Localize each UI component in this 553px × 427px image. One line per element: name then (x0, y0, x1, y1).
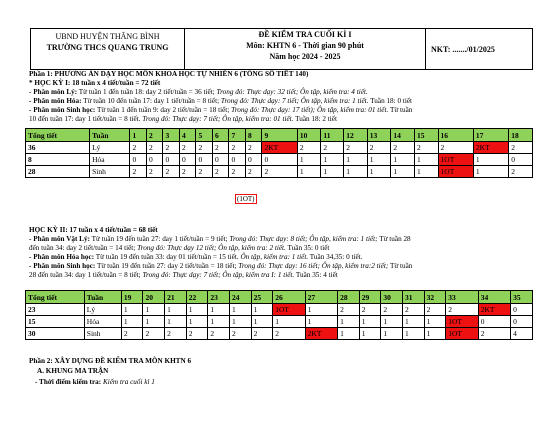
table-cell: 2 (208, 328, 230, 340)
table-cell: 0 (245, 154, 262, 166)
header-cell: 31 (403, 291, 425, 304)
header-cell: 1 (130, 129, 147, 142)
table-cell: 1 (297, 154, 321, 166)
table-cell: 0 (229, 154, 246, 166)
hk1-schedule-table (25, 128, 533, 178)
table-cell: 1 (165, 304, 187, 316)
table-cell: 1 (473, 166, 508, 178)
header-cell: 15 (414, 129, 438, 142)
header-cell: 17 (473, 129, 508, 142)
district-name: UBND HUYỆN THĂNG BÌNH (55, 32, 160, 41)
table-cell: 2KT (478, 304, 510, 316)
table-cell: 2 (229, 328, 251, 340)
header-cell: 24 (229, 291, 251, 304)
table-cell: 1 (359, 328, 381, 340)
table-cell: 4 (511, 328, 533, 340)
header-cell: 4 (179, 129, 196, 142)
table-cell: 2 (229, 142, 246, 154)
table-cell: 1 (359, 316, 381, 328)
table-cell: 2KT (305, 328, 337, 340)
table-cell: 1 (414, 154, 438, 166)
table-cell: 2 (196, 142, 213, 154)
table-cell: 2 (297, 142, 321, 154)
school-block (31, 29, 185, 69)
table-cell: 2 (509, 142, 533, 154)
table-header-row (26, 129, 533, 142)
table-cell: 2 (251, 328, 273, 340)
table-cell: 1 (186, 316, 208, 328)
ly2-line-2: đến tuần 34: day 2 tiết/tuần = 14 tiết; Trong đó: Thực dạy 12 tiết; Ôn tập, kiểm tra: 2 tiết. Tuần 35: 0 tiết (29, 244, 330, 252)
table-cell: 1 (403, 328, 425, 340)
table-row (26, 142, 533, 154)
table-cell: 2 (321, 142, 344, 154)
table-cell: 2 (143, 328, 165, 340)
table-cell: 1 (414, 166, 438, 178)
part2-title: Phần 2: XÂY DỰNG ĐỀ KIỂM TRA MÔN KHTN 6 (29, 357, 192, 365)
table-cell: 1 (229, 316, 251, 328)
table-cell: 1 (344, 154, 368, 166)
table-cell: 1 (381, 328, 403, 340)
header-cell: 25 (251, 291, 273, 304)
table-cell: 1 (473, 154, 508, 166)
table-cell: 1OT (438, 166, 473, 178)
header-cell: 16 (438, 129, 473, 142)
table-cell: 1 (121, 304, 143, 316)
header-cell: Tổng tiết (26, 129, 90, 142)
table-cell: 2 (179, 166, 196, 178)
header-cell: 10 (297, 129, 321, 142)
part1-title: Phần 1: PHƯƠNG ÁN DẠY HỌC MÔN KHOA HỌC TỰ NHIÊN 6 (TỔNG SỐ TIẾT 140) (29, 70, 309, 78)
header-cell: 20 (143, 291, 165, 304)
document-header (30, 28, 533, 70)
header-cell: 3 (163, 129, 180, 142)
table-cell: 0 (509, 154, 533, 166)
header-cell: 30 (381, 291, 403, 304)
table-cell: 2 (438, 142, 473, 154)
table-header-row (26, 291, 533, 304)
header-cell: 18 (509, 129, 533, 142)
header-cell: 7 (229, 129, 246, 142)
table-cell: 1 (391, 154, 415, 166)
header-cell: 14 (391, 129, 415, 142)
hoa-line: - Phân môn Hóa: Từ tuần 10 đến tuần 17: day 1 tiết/tuần = 8 tiết; Trong đó: Thực dạy: 7 tiết; Ôn tập, kiểm tra: 1 tiết. Tuần 18: 0 tiết (29, 97, 413, 105)
header-cell: 34 (478, 291, 510, 304)
table-cell: 1 (208, 304, 230, 316)
header-cell: 19 (121, 291, 143, 304)
table-cell: 1OT (273, 304, 305, 316)
table-cell: Hóa (90, 154, 130, 166)
table-row (26, 166, 533, 178)
table-cell: 1 (273, 316, 305, 328)
table-cell: 2 (391, 142, 415, 154)
table-cell: 0 (511, 316, 533, 328)
table-cell: 1OT (446, 316, 478, 328)
table-cell: 2 (359, 304, 381, 316)
table-cell: 1 (208, 316, 230, 328)
exam-year: Năm học 2024 - 2025 (269, 52, 341, 61)
table-cell: 1 (143, 304, 165, 316)
table-cell: 1 (143, 316, 165, 328)
hk2-heading: HỌC KỲ II: 17 tuần x 4 tiết/tuần = 68 tiết (29, 226, 158, 234)
table-cell: 2 (273, 328, 305, 340)
table-row (26, 304, 533, 316)
table-cell: Lý (90, 142, 130, 154)
header-cell: 8 (245, 129, 262, 142)
table-cell: 2 (414, 142, 438, 154)
ly-line: - Phân môn Lý: Từ tuần 1 đến tuần 18: day 2 tiết/tuần = 36 tiết; Trong đó: Thực dạy: 32 tiết; Ôn tập, kiểm tra: 4 tiết. (29, 88, 368, 96)
table-cell: 2 (196, 166, 213, 178)
table-cell: 28 (26, 166, 90, 178)
table-cell: 2 (245, 142, 262, 154)
header-cell: 21 (165, 291, 187, 304)
table-cell: 2 (229, 166, 246, 178)
header-cell: 22 (186, 291, 208, 304)
table-cell: 1 (297, 166, 321, 178)
table-cell: 0 (130, 154, 147, 166)
header-cell: 33 (446, 291, 478, 304)
header-cell: 27 (305, 291, 337, 304)
header-cell: 32 (424, 291, 446, 304)
exam-date-block (426, 29, 532, 69)
table-cell: 2 (446, 304, 478, 316)
exam-subject: Môn: KHTN 6 - Thời gian 90 phút (246, 41, 364, 50)
table-cell: 1 (403, 316, 425, 328)
table-cell: 1 (338, 328, 360, 340)
table-cell: 15 (26, 316, 85, 328)
header-cell: 5 (196, 129, 213, 142)
sinh2-line-2: 28 đến tuần 34: day 1 tiết/tuần = 8 tiết; Trong đó: Thực dạy: 7 tiết; Ôn tập, kiểm tra I: 1 tiết. Tuần 35: 4 tiết (29, 271, 338, 279)
table-cell: 1 (424, 328, 446, 340)
table-cell: 0 (179, 154, 196, 166)
header-cell: 6 (212, 129, 229, 142)
exam-date: NKT: ......./01/2025 (431, 44, 495, 54)
table-cell: 1 (391, 166, 415, 178)
exam-title: ĐỀ KIỂM TRA CUỐI KÌ I (258, 30, 352, 39)
header-cell: Tuần (90, 129, 130, 142)
table-cell: 1 (381, 316, 403, 328)
header-cell: 35 (511, 291, 533, 304)
table-cell: 2 (146, 166, 163, 178)
table-cell: 1 (121, 316, 143, 328)
table-cell: 30 (26, 328, 85, 340)
header-cell: 26 (273, 291, 305, 304)
exam-title-block (185, 29, 426, 69)
table-cell: 0 (262, 154, 297, 166)
table-cell: 36 (26, 142, 90, 154)
header-cell: 23 (208, 291, 230, 304)
header-cell: 9 (262, 129, 297, 142)
header-cell: 11 (321, 129, 344, 142)
table-cell: 1 (424, 316, 446, 328)
table-cell: 2 (186, 328, 208, 340)
table-cell: Hóa (84, 316, 121, 328)
header-cell: 28 (338, 291, 360, 304)
table-cell: 1 (344, 166, 368, 178)
hk1-heading: * HỌC KỲ I: 18 tuần x 4 tiết/tuần = 72 tiết (29, 79, 161, 87)
table-cell: 2 (212, 142, 229, 154)
table-cell: 2 (212, 166, 229, 178)
part2-subtitle: A. KHUNG MA TRẬN (37, 367, 109, 375)
table-cell: 2 (163, 166, 180, 178)
header-cell: Tổng tiết (26, 291, 85, 304)
table-cell: 1 (338, 316, 360, 328)
table-cell: 0 (196, 154, 213, 166)
table-cell: Lý (84, 304, 121, 316)
table-cell: 2 (424, 304, 446, 316)
table-cell: 2 (179, 142, 196, 154)
header-cell: 12 (344, 129, 368, 142)
table-cell: 1 (305, 316, 337, 328)
table-cell: 2 (403, 304, 425, 316)
table-cell: 0 (212, 154, 229, 166)
table-cell: 0 (163, 154, 180, 166)
table-cell: 0 (146, 154, 163, 166)
header-cell: 29 (359, 291, 381, 304)
header-cell: 2 (146, 129, 163, 142)
sinh-line: - Phân môn Sinh học: Từ tuần 1 đến tuần 9: day 2 tiết/tuần = 18 tiết; Trong đó: Thực dạy: 17 tiết); Ôn tập, kiểm tra: 01 tiết. Từ tuần (29, 106, 413, 114)
hoa2-line: - Phân môn Hóa học: Từ tuần 19 đến tuần 33: day 01 tiết/tuần = 15 tiết. Ôn tập, kiểm tra: 1 tiết. Tuần 34,35: 0 tiết. (29, 253, 363, 261)
table-row (26, 328, 533, 340)
table-cell: 2 (344, 142, 368, 154)
table-cell: 1 (367, 166, 391, 178)
table-cell: 0 (478, 316, 510, 328)
table-cell: 2KT (262, 142, 297, 154)
table-cell: 2 (478, 328, 510, 340)
table-cell: 1 (229, 304, 251, 316)
table1-note: (1OT) (237, 195, 255, 203)
table-row (26, 154, 533, 166)
table-cell: 1 (367, 154, 391, 166)
table-cell: 1 (321, 154, 344, 166)
table-cell: 2 (338, 304, 360, 316)
table-cell: 2 (381, 304, 403, 316)
table-cell: 1 (186, 304, 208, 316)
table-cell: 2 (245, 166, 262, 178)
table-cell: 2 (121, 328, 143, 340)
table-cell: 2 (163, 142, 180, 154)
table-cell: 1 (251, 304, 273, 316)
table-cell: 0 (511, 304, 533, 316)
table-cell: 2 (146, 142, 163, 154)
table-cell: 23 (26, 304, 85, 316)
header-cell: Tuần (84, 291, 121, 304)
table-cell: 1 (251, 316, 273, 328)
table-cell: 2 (509, 166, 533, 178)
table-cell: 8 (26, 154, 90, 166)
table-cell: 2 (130, 166, 147, 178)
table-cell: 2 (367, 142, 391, 154)
table-cell: Sinh (84, 328, 121, 340)
table-cell: 1OT (446, 328, 478, 340)
table-cell: 2 (262, 166, 297, 178)
table-cell: Sinh (90, 166, 130, 178)
table-cell: 2 (165, 328, 187, 340)
school-name: TRƯỜNG THCS QUANG TRUNG (46, 43, 169, 52)
table-cell: 1OT (438, 154, 473, 166)
table-cell: 1 (321, 166, 344, 178)
table-cell: 1 (305, 304, 337, 316)
sinh-line-2: 10 đến tuần 17: day 1 tiết/tuần = 8 tiết. Trong đó: Thực dạy: 7 tiết; Ôn tập, kiểm tra: 01 tiết. Tuần 18: 2 tiết (29, 115, 337, 123)
hk2-schedule-table (25, 290, 533, 340)
header-cell: 13 (367, 129, 391, 142)
table-row (26, 316, 533, 328)
table-cell: 1 (165, 316, 187, 328)
sinh2-line: - Phân môn Sinh học: Từ tuần 19 đến tuần 27: day 2 tiết/tuần = 18 tiết; Trong đó: Thực dạy: 16 tiết; Ôn tập, kiểm tra:2 tiết; Từ tuần (29, 262, 413, 270)
ly2-line: - Phân môn Vật Lý: Từ tuần 19 đến tuần 27: day 1 tiết/tuần = 9 tiết; Trong đó: Thực dạy: 8 tiết; Ôn tập, kiểm tra: 1 tiết; Từ tuần 28 (29, 235, 411, 243)
exam-time-line: - Thời điểm kiểm tra: Kiểm tra cuối kì 1 (35, 378, 155, 386)
table-cell: 2 (130, 142, 147, 154)
table-cell: 2KT (473, 142, 508, 154)
